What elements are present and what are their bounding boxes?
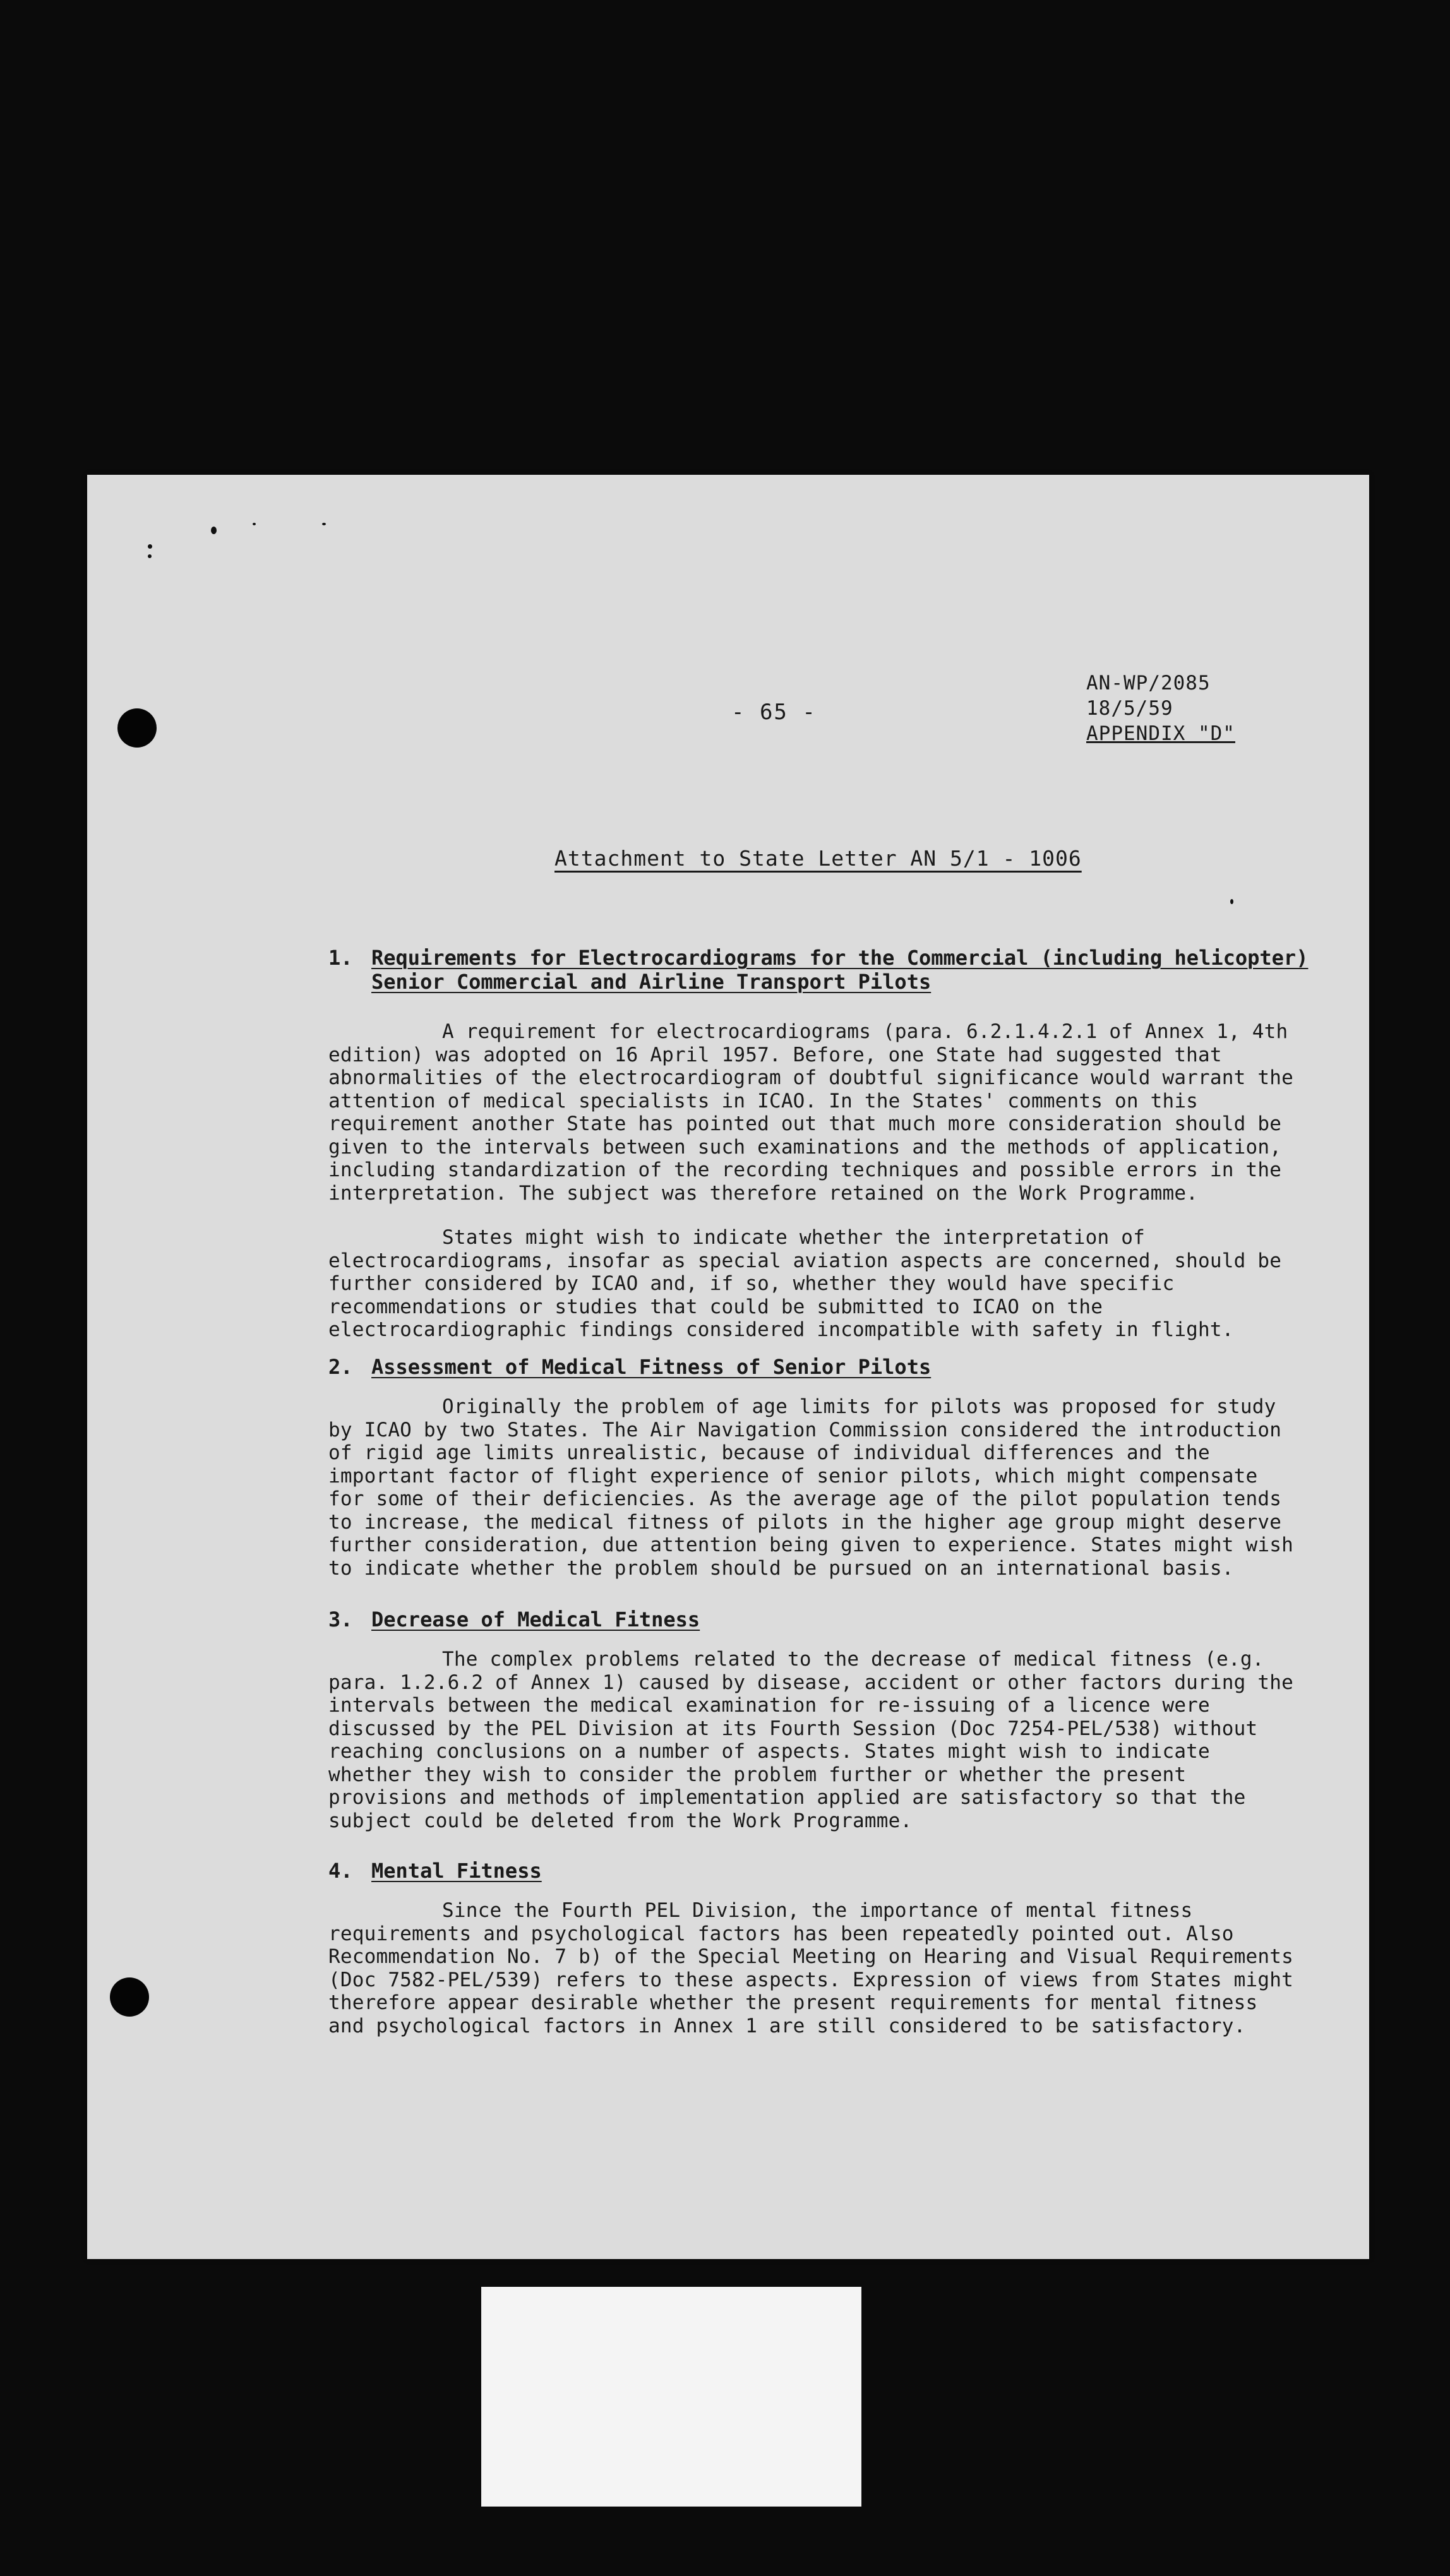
section-heading: [328, 1859, 1377, 1883]
section-heading: [328, 1355, 1377, 1379]
section-number: 2.: [328, 1355, 353, 1379]
reference-appendix: APPENDIX "D": [1086, 722, 1235, 745]
section-heading: [328, 946, 1377, 994]
blank-card: [481, 2287, 861, 2507]
reference-date: 18/5/59: [1086, 697, 1173, 720]
section-heading: [328, 1607, 1377, 1631]
speck: [253, 523, 256, 525]
speck: [148, 544, 152, 549]
document-reference: [1086, 671, 1235, 746]
document-page: [87, 475, 1369, 2259]
section-title: Assessment of Medical Fitness of Senior Pilots: [371, 1355, 932, 1379]
paragraph: The complex problems related to the decrease of medical fitness (e.g. para. 1.2.6.2 of Annex 1) caused by disease, accident or other factors during the intervals between the medical examination for re-issuing of a licence were discussed by the PEL Division at its Fourth Session (Doc 7254-PEL/538) without reaching conclusions on a number of aspects. States might wish to indicate whether they wish to consider the problem further or whether the present provisions and methods of implementation applied are satisfactory so that the subject could be deleted from the Work Programme.: [328, 1648, 1293, 1832]
reference-code: AN-WP/2085: [1086, 672, 1211, 695]
section-number: 1.: [328, 946, 353, 970]
section-number: 4.: [328, 1859, 353, 1883]
speck: [322, 523, 326, 525]
attachment-title: Attachment to State Letter AN 5/1 - 1006: [554, 846, 1082, 871]
paragraph: A requirement for electrocardiograms (para. 6.2.1.4.2.1 of Annex 1, 4th edition) was adopted on 16 April 1957. Before, one State had suggested that abnormalities of the electrocardiogram of doubtful significance would warrant the attention of medical specialists in ICAO. In the States' comments on this requirement another State has pointed out that much more consideration should be given to the intervals between such examinations and the methods of application, including standardization of the recording techniques and possible errors in the interpretation. The subject was therefore retained on the Work Programme.: [328, 1020, 1293, 1205]
speck: [148, 554, 152, 558]
section-3: [328, 1607, 1377, 1842]
section-number: 3.: [328, 1607, 353, 1631]
section-2: [328, 1355, 1377, 1590]
section-title: Requirements for Electrocardiograms for the Commercial (including helicopter) Senior Commercial and Airline Transport Pilots: [371, 946, 1309, 994]
punch-hole-top: [117, 708, 157, 748]
paragraph: Since the Fourth PEL Division, the importance of mental fitness requirements and psychological factors has been repeatedly pointed out. Also Recommendation No. 7 b) of the Special Meeting on Hearing and Visual Requirements (Doc 7582-PEL/539) refers to these aspects. Expression of views from States might therefore appear desirable whether the present requirements for mental fitness and psychological factors in Annex 1 are still considered to be satisfactory.: [328, 1899, 1293, 2037]
section-1: [328, 946, 1377, 1352]
speck: [1230, 899, 1233, 904]
punch-hole-bottom: [110, 1977, 149, 2017]
section-title: Mental Fitness: [371, 1859, 542, 1883]
paragraph: Originally the problem of age limits for pilots was proposed for study by ICAO by two States. The Air Navigation Commission considered the introduction of rigid age limits unrealistic, because of individual differences and the important factor of flight experience of senior pilots, which might compensate for some of their deficiencies. As the average age of the pilot population tends to increase, the medical fitness of pilots in the higher age group might deserve further consideration, due attention being given to experience. States might wish to indicate whether the problem should be pursued on an international basis.: [328, 1395, 1293, 1580]
section-4: [328, 1859, 1377, 2048]
speck: [211, 527, 217, 534]
paragraph: States might wish to indicate whether the interpretation of electrocardiograms, insofar as special aviation aspects are concerned, should be further considered by ICAO and, if so, whether they would have specific recommendations or studies that could be submitted to ICAO on the electrocardiographic findings considered incompatible with safety in flight.: [328, 1226, 1282, 1341]
section-title: Decrease of Medical Fitness: [371, 1607, 700, 1631]
page-number: - 65 -: [731, 700, 817, 725]
